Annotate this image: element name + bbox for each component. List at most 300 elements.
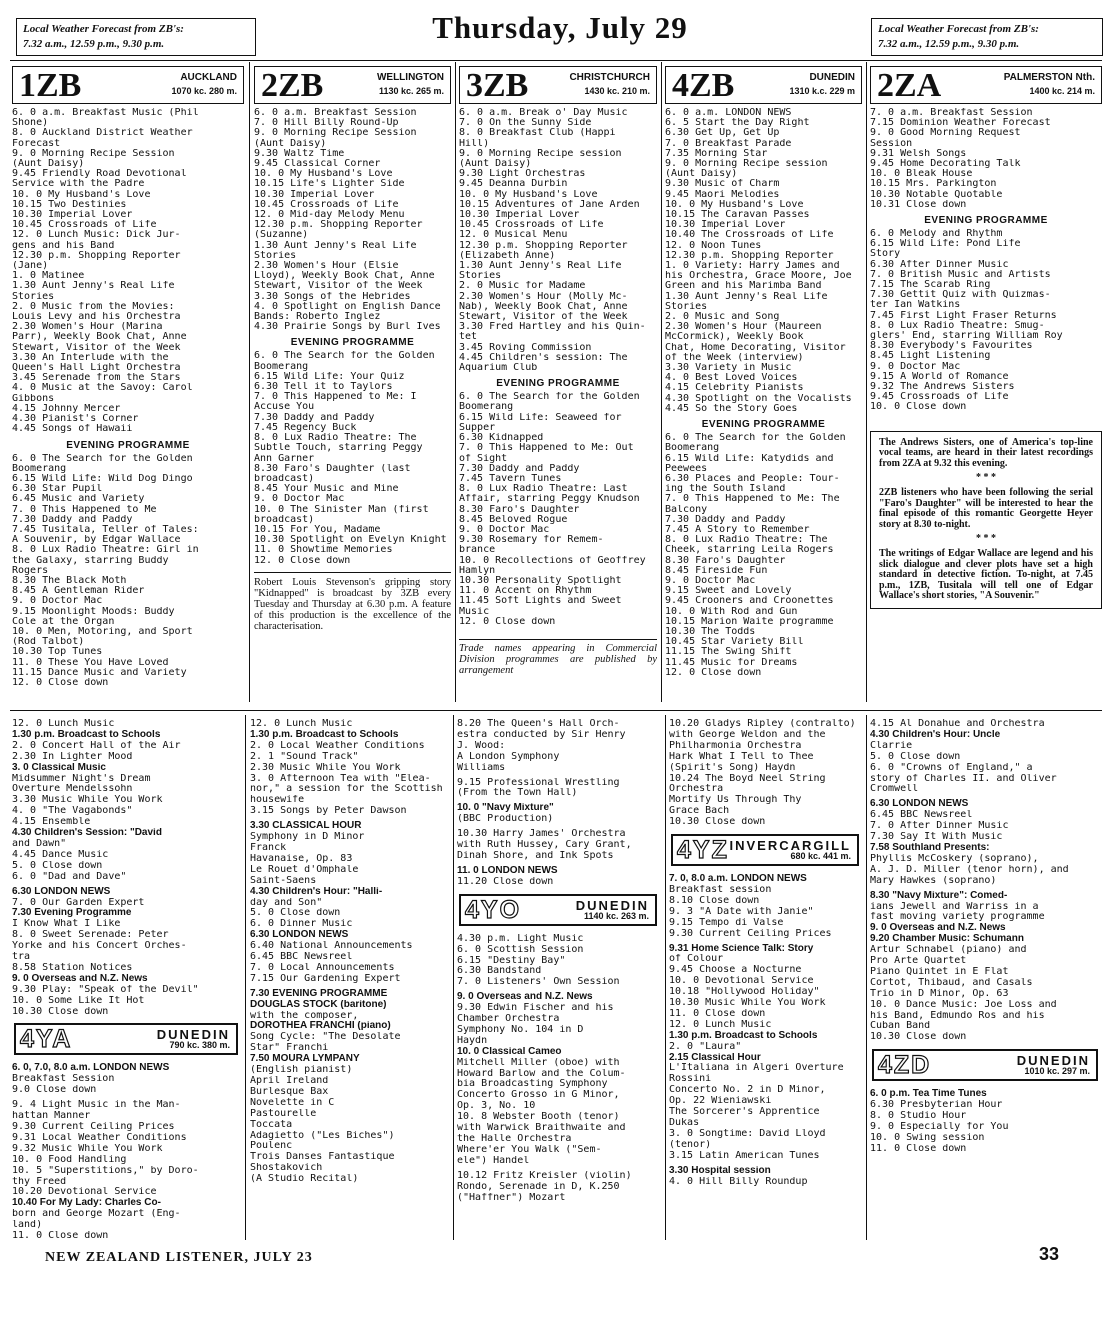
program-line: 6.15 Wild Life: Pond Life — [870, 239, 1021, 250]
program-line: 8.30 Faro's Daughter — [665, 555, 786, 566]
evening-list — [459, 392, 657, 627]
station-box-4ya — [14, 1023, 238, 1055]
program-line: 6. 0 p.m. Tea Time Tunes — [870, 1089, 987, 1100]
program-line: 4.45 Songs of Hawaii — [12, 424, 133, 435]
program-line: 10.30 Close down — [12, 1006, 109, 1017]
program-line: (Aunt Daisy) — [665, 169, 738, 180]
program-line: tet — [459, 332, 478, 343]
program-line: 11.45 Soft Lights and Sweet — [459, 596, 622, 607]
program-line: 12. 0 Musical Menu — [459, 230, 568, 241]
program-line: 9. 0 Morning Recipe session — [665, 159, 828, 170]
program-line: 10. 0 Some Like It Hot — [12, 995, 145, 1006]
program-line: (tenor) — [669, 1139, 712, 1150]
program-line: Dinah Shore, and Ink Spots — [457, 850, 614, 861]
program-line: 9.45 Classical Corner — [254, 159, 381, 170]
program-line: 9. 3 "A Date with Janie" — [669, 906, 814, 917]
program-line: 9.32 Music While You Work — [12, 1143, 163, 1154]
program-line: Supper — [459, 422, 496, 433]
program-line: Where'er You Walk ("Sem- — [457, 1144, 602, 1155]
program-line: 1.30 p.m. Broadcast to Schools — [669, 1030, 818, 1041]
station-call-sign: 2ZA — [877, 67, 942, 104]
program-line: 8.30 Faro's Daughter (last — [254, 463, 411, 474]
daytime-list — [870, 108, 1102, 210]
station-box-4yz — [671, 834, 859, 866]
evening-programme-heading: EVENING PROGRAMME — [290, 337, 415, 349]
program-line: 2. 0 Music for Madame — [459, 281, 586, 292]
program-line: Stewart, Visitor of the Week — [254, 281, 423, 292]
program-line: I Know What I Like — [12, 919, 121, 930]
program-line: Saint-Saens — [250, 875, 317, 886]
program-line: of Sight — [459, 453, 508, 464]
program-line: 12.30 p.m. Shopping Reporter — [665, 250, 834, 261]
program-line: 9.30 Waltz Time — [254, 148, 345, 159]
program-line: 10.45 Star Variety Bill — [665, 637, 804, 648]
program-line: 6.30 Tell it to Taylors — [254, 382, 393, 393]
program-line: 10.24 The Boyd Neel String — [669, 773, 826, 784]
program-line: 6. 0 a.m. Breakfast Music (Phil — [12, 108, 199, 118]
program-line: 4. 0 Best Loved Voices — [665, 373, 798, 384]
program-line: Novelette in C — [250, 1097, 335, 1108]
program-line: 6.30 LONDON NEWS — [870, 799, 969, 810]
evening-programme-heading: EVENING PROGRAMME — [496, 378, 620, 390]
kidnapped-note: Robert Louis Stevenson's gripping story "Kidnapped" is broadcast by 3ZB every Tuesday and Thursday at 6.30 p.m. A feature of this production is the excellence of the characterisation. — [254, 572, 451, 632]
program-line: Stories — [254, 250, 297, 261]
program-line: Cuban Band — [870, 1021, 931, 1032]
program-line: Service with the Padre — [12, 179, 145, 190]
program-line: Chat, Home Decorating, Visitor — [665, 342, 846, 353]
program-line: 6. 0 Melody and Rhythm — [870, 229, 1003, 240]
program-line: 10.30 Personality Spotlight — [459, 575, 622, 586]
program-line: day and Son" — [250, 897, 323, 908]
program-line: 5. 0 Close down — [12, 860, 103, 871]
note-edgar-wallace: The writings of Edgar Wallace are legend and his slick dialogue and clever plots have set a high standard in detective fiction. To-night, at 7.45 p.m., 1ZB, Tusitala will tell one of Edgar Wallace's short stories, "A Souvenir." — [879, 548, 1093, 602]
page-title: Thursday, July 29 — [432, 10, 688, 45]
program-line: 7.30 Say It With Music — [870, 832, 1003, 843]
program-line: housewife — [250, 795, 305, 806]
program-line: Hark What I Tell to Thee — [669, 751, 814, 762]
program-line: Subtle Touch, starring Peggy — [254, 443, 423, 454]
forecast-line-1: Local Weather Forecast from ZB's: — [878, 23, 1039, 35]
program-line: 3. 0 Classical Music — [12, 762, 106, 773]
program-line: 8. 0 Lux Radio Theatre: The — [254, 433, 417, 444]
program-line: (English pianist) — [250, 1065, 353, 1076]
program-line: 8.10 Close down — [669, 895, 760, 906]
header-rule — [10, 60, 1102, 61]
program-line: 2.30 Music While You Work — [250, 762, 401, 773]
program-line: nor," a session for the Scottish — [250, 784, 443, 795]
program-line: Shone) — [12, 118, 49, 129]
program-line: 9. 0 Morning Recipe Session — [254, 128, 417, 139]
program-line: 10.30 Music While You Work — [669, 998, 826, 1009]
program-line: 9.31 Local Weather Conditions — [12, 1132, 187, 1143]
program-line: Op. 3, No. 10 — [457, 1101, 536, 1112]
program-line: Rossini — [669, 1074, 712, 1085]
program-line: 9.30 Light Orchestras — [459, 169, 586, 180]
program-line: 7.45 Tavern Tunes — [459, 473, 562, 484]
program-line: Stories — [665, 301, 708, 312]
bottom-column-5 — [870, 719, 1102, 1239]
program-list — [669, 719, 863, 828]
program-line: 6.30 Get Up, Get Up — [665, 128, 780, 139]
program-line: 12. 0 Close down — [665, 667, 762, 678]
program-line: 10.30 Close down — [870, 1032, 967, 1043]
station-city: DUNEDIN — [809, 72, 855, 83]
daytime-list — [254, 108, 451, 332]
program-line: broadcast) — [254, 514, 315, 525]
program-line: 9. 0 Doctor Mac — [254, 494, 345, 505]
evening-list — [870, 229, 1102, 413]
program-line: 12. 0 Lunch Music: Dick Jur- — [12, 230, 181, 241]
program-list — [12, 719, 242, 1017]
station-city: DUNEDIN — [156, 1027, 230, 1043]
program-line: 10.30 Spotlight on Evelyn Knight — [254, 535, 447, 546]
program-line: thy Freed — [12, 1176, 67, 1187]
program-line: 8. 0 Lux Radio Theatre: Girl in — [12, 545, 199, 556]
station-column-4zb — [665, 66, 862, 706]
program-line: Star" Franchi — [250, 1043, 329, 1054]
program-line: 7.45 A Story to Remember — [665, 524, 810, 535]
program-line: 3.30 Variety in Music — [665, 363, 792, 374]
program-line: Concerto No. 2 in D Minor, — [669, 1085, 826, 1096]
station-column-1zb — [12, 66, 244, 706]
program-line: 3.30 An Interlude with the — [12, 352, 169, 363]
program-line: of the Week (interview) — [665, 352, 804, 363]
program-line: Cromwell — [870, 784, 919, 795]
program-line: 7. 0 Breakfast Parade — [665, 138, 792, 149]
program-line: A. J. D. Miller (tenor horn), and — [870, 864, 1069, 875]
program-line: Stories — [12, 291, 55, 302]
program-line: McCormick), Weekly Book — [665, 332, 804, 343]
program-line: Burlesque Bax — [250, 1086, 329, 1097]
program-line: (Elizabeth Anne) — [459, 250, 556, 261]
program-line: 6. 0 a.m. Breakfast Session — [254, 108, 417, 118]
program-line: (Aunt Daisy) — [254, 138, 327, 149]
program-line: Adagietto ("Les Biches") — [250, 1130, 395, 1141]
program-line: DOUGLAS STOCK (baritone) — [250, 999, 387, 1010]
program-line: 8.30 Everybody's Favourites — [870, 341, 1033, 352]
program-line: 8. 0 Sweet Serenade: Peter — [12, 930, 169, 941]
program-line: 10. 8 Webster Booth (tenor) — [457, 1112, 620, 1123]
program-line: Boomerang — [12, 463, 67, 474]
program-line: 7. 0 Listeners' Own Session — [457, 977, 620, 988]
station-frequency: 1310 k.c. 229 m — [789, 86, 855, 96]
program-line: 8.45 Fireside Fun — [665, 565, 768, 576]
program-line: 6.30 Bandstand — [457, 966, 542, 977]
program-line: 10. 0 Dance Music: Joe Loss and — [870, 999, 1057, 1010]
program-line: 6. 0 The Search for the Golden — [12, 453, 193, 464]
program-line: 9.30 Music of Charm — [665, 179, 780, 190]
program-line: Pastourelle — [250, 1108, 317, 1119]
station-call-sign: 4YO — [465, 895, 522, 924]
program-line: 6.45 BBC Newsreel — [250, 952, 353, 963]
program-line: 9.15 Sweet and Lovely — [665, 586, 792, 597]
station-frequency: 1010 kc. 297 m. — [1024, 1066, 1090, 1077]
program-line: 9.30 Current Ceiling Prices — [669, 928, 832, 939]
program-line: 10. 0 My Husband's Love — [459, 189, 598, 200]
program-line: 6. 0 Dinner Music — [250, 919, 353, 930]
daytime-list — [459, 108, 657, 373]
program-line: Williams — [457, 762, 506, 773]
program-line: land) — [12, 1220, 43, 1231]
program-line: 10.30 Top Tunes — [12, 647, 103, 658]
program-line: 7.15 Our Gardening Expert — [250, 973, 401, 984]
program-line: Story — [870, 249, 901, 260]
program-line: 4.30 Children's Session: "David — [12, 828, 162, 839]
program-line: 7.15 The Scarab Ring — [870, 280, 991, 291]
station-city: CHRISTCHURCH — [569, 72, 650, 83]
program-line: 8. 0 Lux Radio Theatre: The — [665, 535, 828, 546]
station-call-sign: 4ZD — [878, 1051, 932, 1080]
program-line: (Suzanne) — [254, 230, 309, 241]
program-line: (BBC Production) — [457, 814, 554, 825]
program-line: April Ireland — [250, 1076, 329, 1086]
weather-forecast-box-left — [16, 18, 256, 56]
program-line: 7.45 Tusitala, Teller of Tales: — [12, 524, 199, 535]
station-column-3zb — [459, 66, 657, 706]
program-line: 3.30 Music While You Work — [12, 795, 163, 806]
program-line: A London Symphony — [457, 751, 560, 762]
program-line: (A Studio Recital) — [250, 1174, 359, 1185]
program-line: 6.45 BBC Newsreel — [870, 810, 973, 821]
program-line: 7.30 Daddy and Paddy — [459, 463, 580, 474]
station-call-sign: 4YZ — [677, 836, 729, 865]
column-rule — [665, 715, 666, 1240]
program-line: 10.45 Crossroads of Life — [254, 199, 399, 210]
bottom-column-1 — [12, 719, 242, 1239]
program-line: Song Cycle: "The Desolate — [250, 1032, 401, 1043]
program-line: Stewart, Visitor of the Week — [12, 342, 181, 353]
program-line: 10. 0 Bleak House — [870, 169, 973, 180]
program-line: 1. 0 Variety: Harry James and — [665, 261, 840, 272]
station-call-sign: 4YA — [20, 1025, 73, 1054]
program-line: 11.45 Music for Dreams — [665, 657, 798, 668]
program-line: L'Italiana in Algeri Overture — [669, 1063, 844, 1074]
program-line: 1.30 Aunt Jenny's Real Life — [459, 261, 622, 272]
program-line: 7.50 MOURA LYMPANY — [250, 1054, 360, 1065]
program-line: 10.40 For My Lady: Charles Co- — [12, 1198, 161, 1209]
column-rule — [455, 62, 456, 702]
program-line: 7. 0 Local Announcements — [250, 962, 395, 973]
evening-programme-heading: EVENING PROGRAMME — [66, 439, 190, 451]
program-line: 7.30 Daddy and Paddy — [665, 514, 786, 525]
program-line: tra — [12, 952, 31, 963]
evening-list — [12, 454, 244, 689]
program-line: Boomerang — [254, 361, 309, 372]
station-frequency: 790 kc. 380 m. — [169, 1040, 230, 1051]
trade-names-note: Trade names appearing in Commercial Division programmes are published by arrangement — [459, 639, 657, 676]
program-line: the Halle Orchestra — [457, 1134, 572, 1144]
program-line: 9.45 Crossroads of Life — [870, 392, 1009, 403]
station-header — [665, 66, 862, 104]
note-faros-daughter: 2ZB listeners who have been following the serial "Faro's Daughter" will be interested to hear the final episode of this romantic Georgette Heyer story at 8.30 to-night. — [879, 487, 1093, 530]
program-line: 4.45 Dance Music — [12, 849, 109, 860]
program-line: 8.58 Station Notices — [12, 962, 133, 973]
program-line: ter Ian Watkins — [870, 300, 961, 311]
program-line: 6. 5 Start the Day Right — [665, 118, 810, 129]
program-line: 8.20 The Queen's Hall Orch- — [457, 719, 620, 729]
program-line: 10. 5 "Superstitions," by Doro- — [12, 1165, 199, 1176]
program-line: 10. 0 My Husband's Love — [254, 169, 393, 180]
program-line: Yorke and his Concert Orches- — [12, 941, 187, 952]
program-line: 10. 0 The Sinister Man (first — [254, 504, 429, 515]
program-line: Boomerang — [459, 402, 514, 413]
program-line: (Spirit's Song) Haydn — [669, 762, 796, 773]
program-line: of Colour — [669, 954, 724, 965]
program-line: 10.18 "Hollywood Holiday" — [669, 987, 820, 998]
program-line: Parr), Weekly Book Chat, Anne — [12, 332, 187, 343]
program-line: 7.30 Evening Programme — [12, 908, 132, 919]
program-line: 9. 0 Overseas and N.Z. News — [457, 992, 593, 1003]
program-line: 9. 0 Especially for You — [870, 1122, 1009, 1132]
notes-box — [870, 431, 1102, 609]
program-line: 1. 0 Matinee — [12, 271, 85, 282]
program-line: 2. 0 "Laura" — [669, 1041, 742, 1052]
program-line: 11. 0 Showtime Memories — [254, 545, 393, 556]
program-line: 8.30 Faro's Daughter — [459, 504, 580, 515]
program-line: 9.45 Choose a Nocturne — [669, 965, 802, 976]
program-line: 9.30 Edwin Fischer and his — [457, 1003, 614, 1014]
program-line: Grace Bach — [669, 806, 730, 817]
program-line: broadcast) — [254, 473, 315, 484]
program-line: 12.30 p.m. Shopping Reporter — [459, 240, 628, 251]
program-line: 9.15 Professional Wrestling — [457, 777, 620, 788]
program-line: Piano Quintet in E Flat — [870, 966, 1009, 977]
station-city: PALMERSTON Nth. — [1003, 72, 1095, 83]
program-line: 10.30 Close down — [669, 817, 766, 828]
program-line: 10.31 Close down — [870, 199, 967, 210]
program-line: The Sorcerer's Apprentice — [669, 1107, 820, 1118]
program-line: Gibbons — [12, 393, 55, 404]
program-line: hattan Manner — [12, 1111, 91, 1122]
program-line: 7.45 First Light Fraser Returns — [870, 310, 1057, 321]
program-line: 10. 0 Recollections of Geoffrey — [459, 555, 646, 566]
program-line: 6. 0 "Dad and Dave" — [12, 871, 127, 882]
program-line: Peewees — [665, 463, 708, 474]
program-line: 9. 0 Morning Recipe session — [459, 148, 622, 159]
program-line: 7. 0 After Dinner Music — [870, 821, 1009, 832]
program-line: Balcony — [665, 504, 708, 515]
program-line: brance — [459, 545, 496, 556]
program-line: fast moving variety programme — [870, 912, 1045, 923]
program-line: glers' End, starring William Roy — [870, 331, 1063, 342]
program-line: 3.30 CLASSICAL HOUR — [250, 821, 362, 832]
program-line: 4. 0 Spotlight on English Dance — [254, 301, 441, 312]
program-line: 9. 0 Doctor Mac — [459, 524, 550, 535]
program-line: Trois Danses Fantastique — [250, 1152, 395, 1163]
program-line: Mary Hawkes (soprano) — [870, 875, 997, 886]
program-line: (Rod Talbot) — [12, 637, 85, 648]
station-frequency: 1430 kc. 210 m. — [584, 86, 650, 96]
program-line: 8.30 "Navy Mixture": Comed- — [870, 890, 1008, 901]
program-list — [669, 874, 863, 1187]
program-line: Nab), Weekly Book Chat, Anne — [459, 301, 628, 312]
program-line: 11. 0 Close down — [12, 1231, 109, 1239]
program-line: Le Rouet d'Omphale — [250, 864, 359, 875]
program-line: (Jane) — [12, 261, 49, 272]
program-line: 7. 0 Hill Billy Round-Up — [254, 118, 399, 129]
program-list — [870, 1089, 1102, 1154]
daytime-list — [12, 108, 244, 435]
program-line: 6.30 After Dinner Music — [870, 259, 1009, 270]
program-line: 9.31 Welsh Songs — [870, 148, 967, 159]
program-line: 4.15 Celebrity Pianists — [665, 383, 804, 394]
program-line: 3.15 Songs by Peter Dawson — [250, 806, 407, 817]
magazine-footer: NEW ZEALAND LISTENER, JULY 23 — [45, 1250, 313, 1265]
program-line: 10. 0 Swing session — [870, 1132, 985, 1143]
program-line: 2. 0 Music from the Movies: — [12, 301, 175, 312]
program-line: 2. 0 Concert Hall of the Air — [12, 740, 181, 751]
program-line: 12. 0 Lunch Music — [250, 719, 353, 729]
program-line: 2. 0 Music and Song — [665, 312, 780, 323]
program-line: Poulenc — [250, 1141, 293, 1152]
program-line: his Orchestra, Grace Moore, Joe — [665, 271, 852, 282]
column-rule — [245, 715, 246, 1240]
program-line: 1.30 Aunt Jenny's Real Life — [12, 281, 175, 292]
program-line: 6. 0 The Search for the Golden — [254, 351, 435, 362]
program-line: Session — [870, 138, 913, 149]
program-line: 7. 0 This Happened to Me: The — [665, 494, 840, 505]
program-line: Mitchell Miller (oboe) with — [457, 1057, 620, 1068]
program-line: Trio in D Minor, Op. 63 — [870, 988, 1009, 999]
program-line: 10. 0 My Husband's Love — [665, 199, 804, 210]
program-line: born and George Mozart (Eng- — [12, 1209, 181, 1220]
program-line: 10. 0 With Rod and Gun — [665, 606, 798, 617]
program-line: 4.30 Children's Hour: "Halli- — [250, 886, 383, 897]
program-line: 3.30 Fred Hartley and his Quin- — [459, 322, 646, 333]
station-city: INVERCARGILL — [729, 838, 851, 854]
program-line: Artur Schnabel (piano) and — [870, 945, 1027, 956]
program-line: 11.15 The Swing Shift — [665, 647, 792, 658]
program-line: Shostakovich — [250, 1163, 323, 1174]
program-line: 6.15 Wild Life: Your Quiz — [254, 371, 405, 382]
program-line: 4. 0 Music at the Savoy: Carol — [12, 383, 193, 394]
program-line: 9.30 Current Ceiling Prices — [12, 1122, 175, 1132]
program-line: 10.15 The Caravan Passes — [665, 210, 810, 221]
program-line: 9. 0 Doctor Mac — [665, 575, 756, 586]
column-rule — [661, 62, 662, 702]
station-call-sign: 1ZB — [19, 67, 82, 104]
star-separator: * * * — [976, 533, 996, 545]
bottom-column-3 — [457, 719, 661, 1239]
program-line: Symphony in D Minor — [250, 832, 365, 843]
program-line: Stories — [459, 271, 502, 282]
station-header — [459, 66, 657, 104]
program-line: Cheek, starring Leila Rogers — [665, 545, 834, 556]
program-line: 6. 0 a.m. Break o' Day Music — [459, 108, 628, 118]
station-city: AUCKLAND — [180, 72, 237, 83]
program-line: with Ruth Hussey, Cary Grant, — [457, 840, 632, 851]
program-line: and Dawn" — [12, 838, 67, 849]
evening-programme-heading: EVENING PROGRAMME — [701, 419, 826, 431]
bottom-column-4 — [669, 719, 863, 1239]
program-line: 8.45 Your Music and Mine — [254, 484, 399, 495]
program-line: 10. 0 Devotional Service — [669, 976, 814, 987]
program-line: 7. 0 British Music and Artists — [870, 269, 1051, 280]
program-line: 7. 0 This Happened to Me: I — [254, 392, 417, 403]
station-frequency: 1130 kc. 265 m. — [378, 86, 444, 96]
program-line: 9. 0 Doctor Mac — [12, 596, 103, 607]
program-line: 4.30 Spotlight on the Vocalists — [665, 393, 852, 404]
program-line: 9.15 Tempo di Valse — [669, 917, 784, 928]
program-line: with the composer, — [250, 1010, 359, 1021]
program-line: 2. 0 Local Weather Conditions — [250, 740, 425, 751]
program-line: 5. 0 Close down — [870, 751, 961, 762]
program-line: 6. 0 Scottish Session — [457, 944, 584, 955]
program-line: 10.30 Notable Quotable — [870, 189, 1003, 200]
program-line: Haydn — [457, 1035, 488, 1046]
program-line: Overture Mendelssohn — [12, 784, 133, 795]
program-line: Stewart, Visitor of the Week — [459, 312, 628, 323]
